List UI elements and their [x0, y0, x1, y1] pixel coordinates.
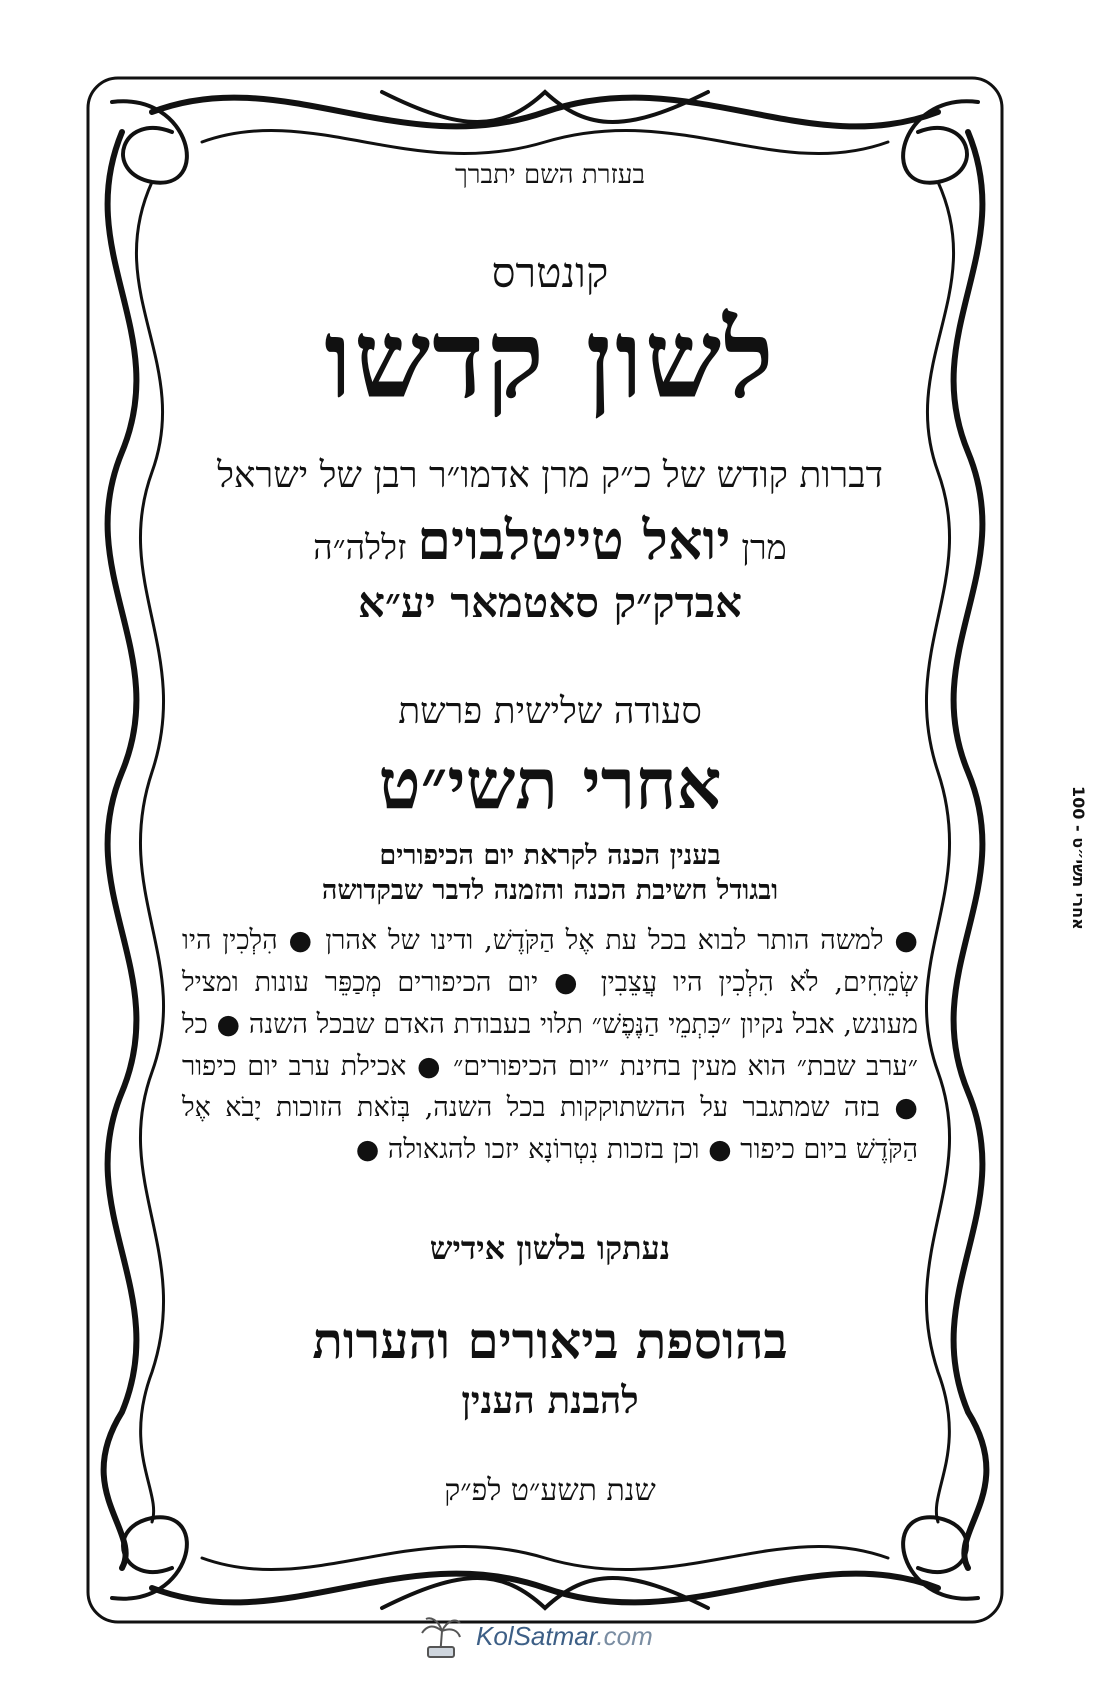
author-suffix: זללה״ה [313, 528, 407, 568]
blessing-header: בעזרת השם יתברך [455, 160, 645, 190]
publication-year: שנת תשע״ט לפ״ק [444, 1473, 656, 1509]
brand-name: KolSatmar [476, 1620, 597, 1651]
understanding-subtitle: להבנת הענין [461, 1378, 639, 1423]
topic-line-2: ובגודל חשיבת הכנה והזמנה לדבר שבקדושה [321, 875, 779, 906]
site-brand-link[interactable] [476, 1621, 653, 1652]
occasion-parsha: אחרי תשי״ט [378, 742, 722, 825]
translation-note: נעתקו בלשון אידיש [429, 1229, 671, 1268]
author-name-line [180, 508, 920, 572]
title-page-content [180, 150, 920, 1540]
kuntres-label: קונטרס [491, 248, 609, 297]
author-name: יואל טייטלבוים [417, 508, 731, 572]
brand-tld: .com [596, 1620, 653, 1651]
author-intro: דברות קודש של כ״ק מרן אדמו״ר רבן של ישראל [217, 455, 883, 496]
author-title: אבדק״ק סאטמאר יע״א [358, 578, 742, 627]
main-title: לשון קדשו [324, 297, 776, 423]
topic-line-1: בענין הכנה לקראת יום הכיפורים [379, 840, 721, 871]
side-page-label: אחרי תשי״ט - 100 [1069, 786, 1088, 930]
summary-paragraph: ● למשה הותר לבוא בכל עת אֶל הַקֹּדֶשׁ, ודינו של אהרן ● הִלְכִין היו שְׂמֵחִים, לֹא הִלְכִין היו עֲצֵבִין ● יום הכיפורים מְכַפֵּר עונות ומציל מעונש, אבל נקיון ״כִּתְמֵי הַנֶּפֶשׁ״ תלוי בעבודת האדם שבכל השנה ● כל ״ערב שבת״ הוא מעין בחינת ״יום הכיפורים״ ● אכילת ערב יום כיפור ● בזה שמתגבר על ההשתוקקות בכל השנה, בְּזֹאת הזוכות יָבֹא אֶל הַקֹּדֶשׁ ביום כיפור ● וכן בזכות נִטְרוֹנָא יזכו להגאולה ● [182, 925, 918, 1166]
footer-logo[interactable] [418, 1612, 653, 1660]
palm-tree-logo-icon [418, 1613, 464, 1659]
author-prefix: מרן [741, 528, 787, 568]
additions-title: בהוספת ביאורים והערות [312, 1311, 788, 1371]
occasion-meal: סעודה שלישית פרשת [398, 691, 702, 732]
